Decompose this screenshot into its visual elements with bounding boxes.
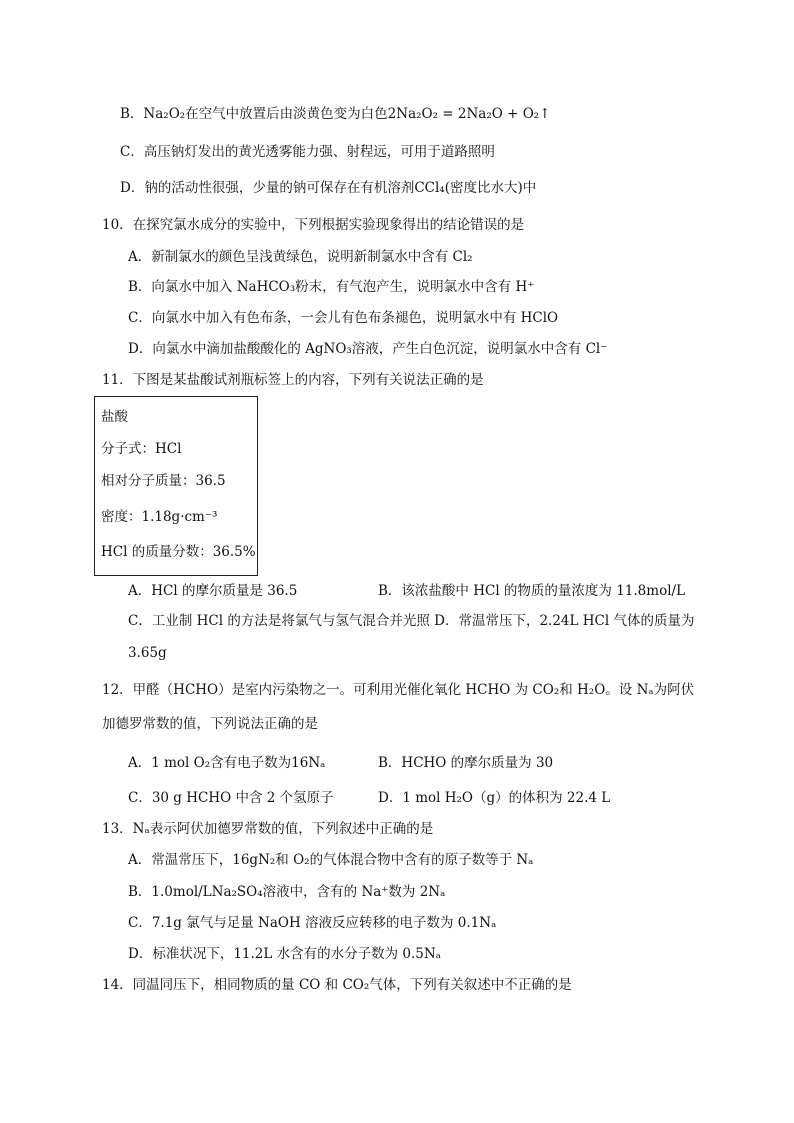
- label-molar-mass: 相对分子质量：36.5: [101, 473, 226, 489]
- q12-option-d: D．1 mol H₂O（g）的体积为 22.4 L: [378, 790, 611, 806]
- q11-option-c: C．工业制 HCl 的方法是将氯气与氢气混合并光照 D．常温常压下，2.24L HCl 气体的质量为: [128, 613, 695, 629]
- q10-stem: 10．在探究氯水成分的实验中，下列根据实验现象得出的结论错误的是: [102, 217, 525, 233]
- q14-stem: 14．同温同压下，相同物质的量 CO 和 CO₂气体，下列有关叙述中不正确的是: [102, 977, 572, 993]
- q13-option-a: A．常温常压下，16gN₂和 O₂的气体混合物中含有的原子数等于 Nₐ: [128, 852, 534, 868]
- q11-option-a: A．HCl 的摩尔质量是 36.5: [128, 583, 298, 599]
- q12-option-a: A．1 mol O₂含有电子数为16Nₐ: [128, 755, 326, 771]
- q9-option-b: B．Na₂O₂在空气中放置后由淡黄色变为白色2Na₂O₂ = 2Na₂O + O₂↑: [120, 106, 551, 122]
- label-mass-fraction: HCl 的质量分数：36.5%: [101, 544, 256, 560]
- q9-option-d: D．钠的活动性很强，少量的钠可保存在有机溶剂CCl₄(密度比水大)中: [120, 180, 537, 196]
- reagent-label-box: [94, 396, 258, 576]
- q11-option-c-continued: 3.65g: [128, 645, 167, 661]
- q13-stem: 13．Nₐ表示阿伏加德罗常数的值，下列叙述中正确的是: [102, 821, 434, 837]
- q11-stem: 11．下图是某盐酸试剂瓶标签上的内容，下列有关说法正确的是: [102, 372, 484, 388]
- q11-option-b: B．该浓盐酸中 HCl 的物质的量浓度为 11.8mol/L: [378, 583, 686, 599]
- label-formula: 分子式：HCl: [101, 441, 182, 457]
- q12-stem-line2: 加德罗常数的值，下列说法正确的是: [102, 716, 318, 732]
- q13-option-c: C．7.1g 氯气与足量 NaOH 溶液反应转移的电子数为 0.1Nₐ: [128, 915, 497, 931]
- q10-option-b: B．向氯水中加入 NaHCO₃粉末，有气泡产生，说明氯水中含有 H⁺: [128, 279, 535, 295]
- label-name: 盐酸: [101, 409, 128, 425]
- label-density: 密度：1.18g·cm⁻³: [101, 509, 218, 525]
- q13-option-b: B．1.0mol/LNa₂SO₄溶液中，含有的 Na⁺数为 2Nₐ: [128, 884, 446, 900]
- q10-option-d: D．向氯水中滴加盐酸酸化的 AgNO₃溶液，产生白色沉淀，说明氯水中含有 Cl⁻: [128, 341, 608, 357]
- q10-option-c: C．向氯水中加入有色布条，一会儿有色布条褪色，说明氯水中有 HClO: [128, 310, 559, 326]
- q10-option-a: A．新制氯水的颜色呈浅黄绿色，说明新制氯水中含有 Cl₂: [128, 249, 473, 265]
- q13-option-d: D．标准状况下，11.2L 水含有的水分子数为 0.5Nₐ: [128, 946, 441, 962]
- q12-option-b: B．HCHO 的摩尔质量为 30: [378, 755, 554, 771]
- q12-stem-line1: 12．甲醛（HCHO）是室内污染物之一。可利用光催化氧化 HCHO 为 CO₂和 H₂O。设 Nₐ为阿伏: [102, 682, 695, 698]
- q12-option-c: C．30 g HCHO 中含 2 个氢原子: [128, 790, 334, 806]
- q9-option-c: C．高压钠灯发出的黄光透雾能力强、射程远，可用于道路照明: [120, 144, 495, 160]
